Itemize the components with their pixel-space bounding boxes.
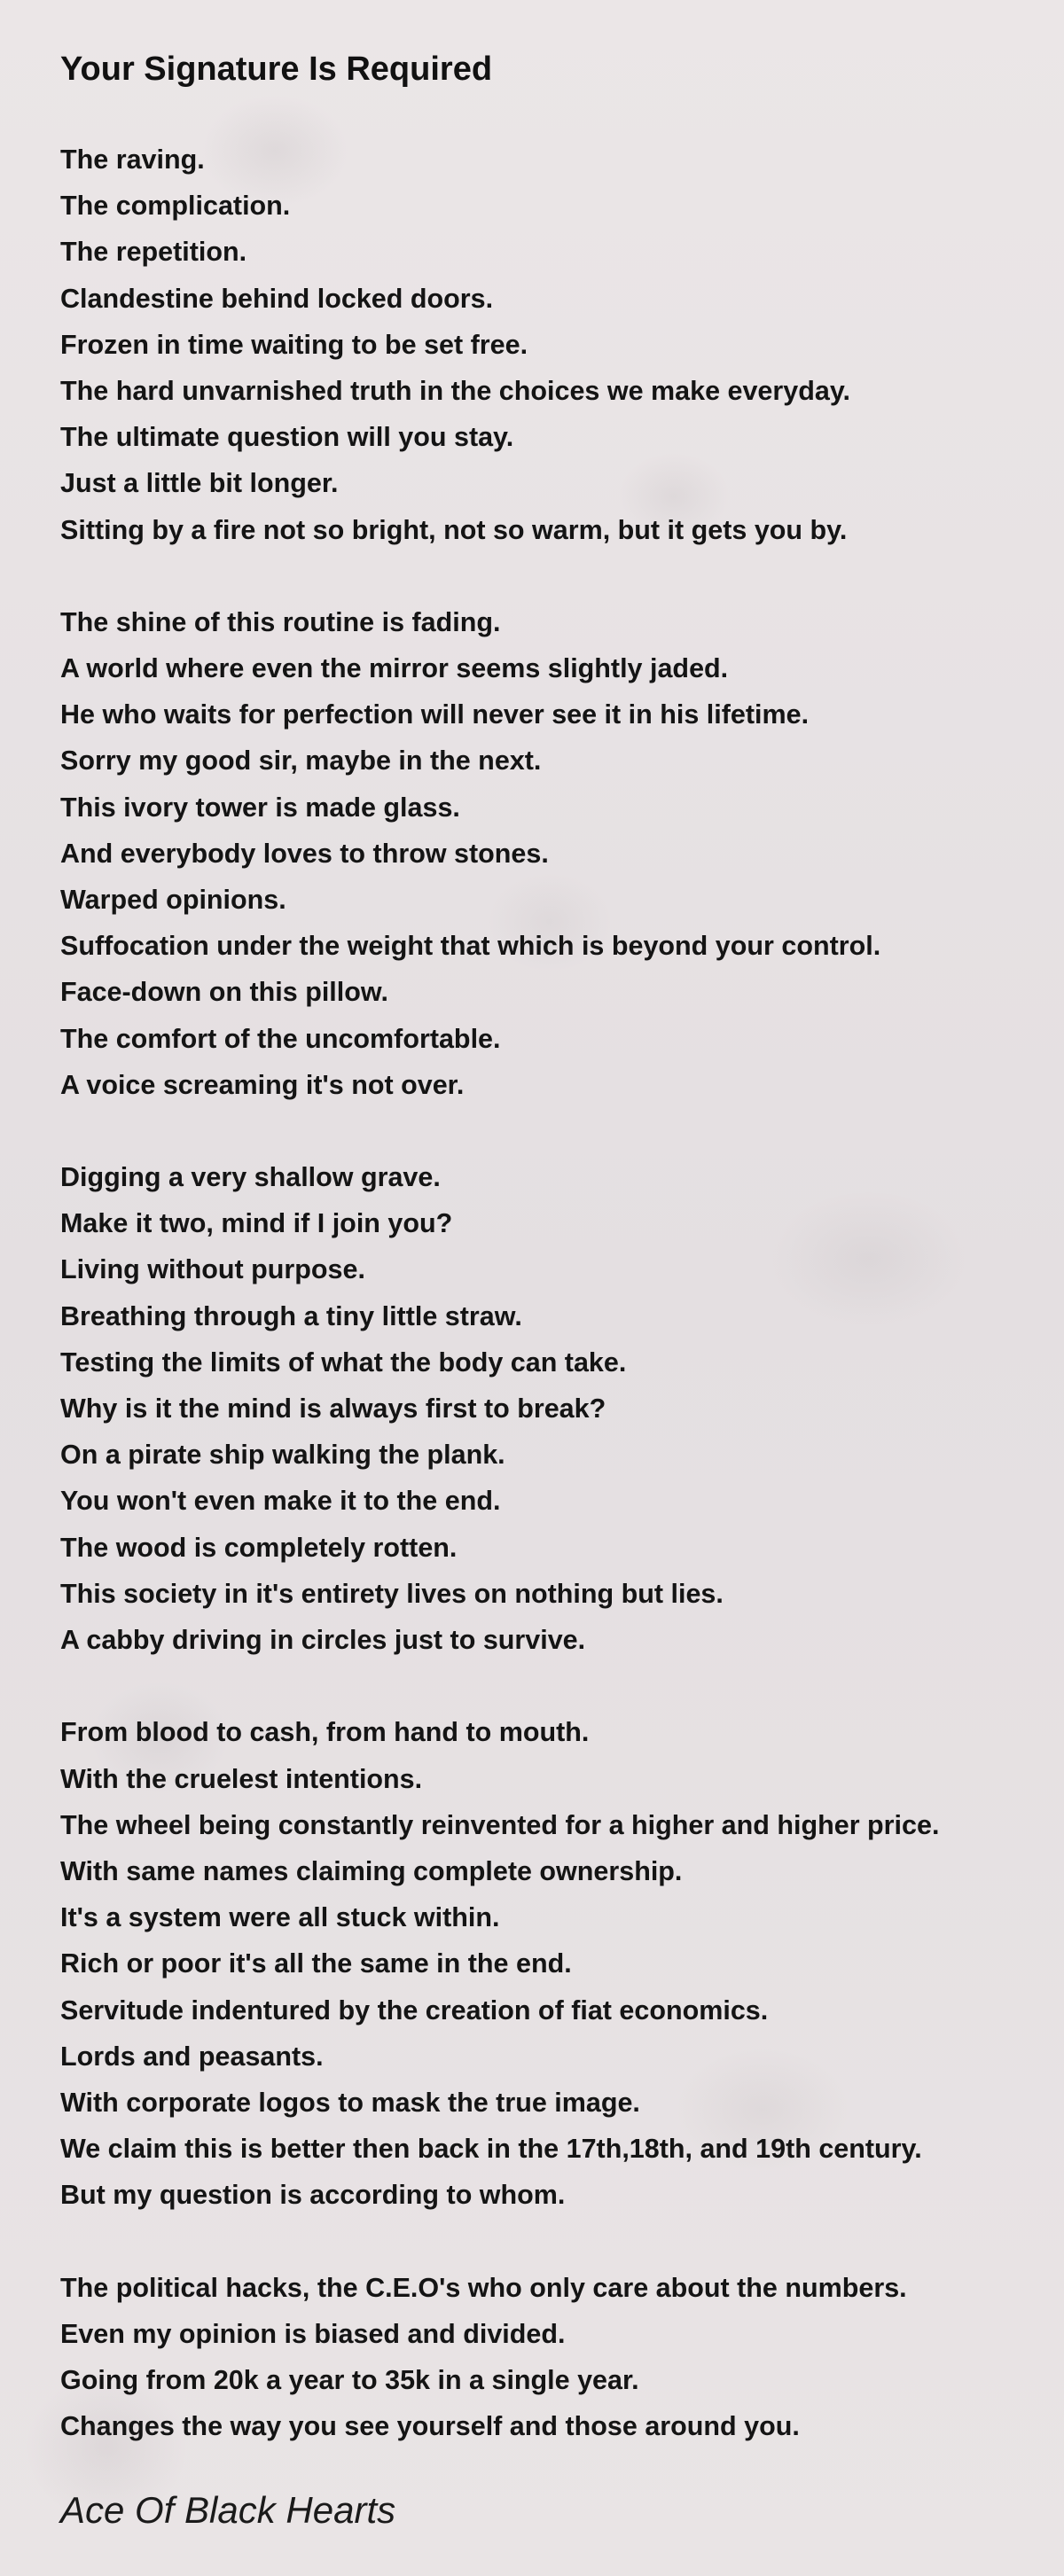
poem-line: The complication. (60, 191, 291, 222)
poem-stanza (60, 137, 1036, 553)
poem-line: We claim this is better then back in the 17th,18th, and 19th century. (60, 2134, 922, 2165)
poem-line: Just a little bit longer. (60, 468, 339, 499)
poem-line: And everybody loves to throw stones. (60, 838, 549, 869)
poem-line: Suffocation under the weight that which is beyond your control. (60, 931, 881, 962)
poem-body (60, 137, 1036, 2495)
poem-line: The raving. (60, 144, 205, 175)
poem-line: Clandestine behind locked doors. (60, 283, 494, 314)
poem-line: Digging a very shallow grave. (60, 1162, 441, 1193)
poem-stanza (60, 1709, 1036, 2218)
poem-line: Testing the limits of what the body can take. (60, 1347, 627, 1378)
poem-line: The ultimate question will you stay. (60, 422, 514, 453)
poem-stanza (60, 2265, 1036, 2450)
poem-line: Why is it the mind is always first to break? (60, 1393, 606, 1425)
poem-line: He who waits for perfection will never see it in his lifetime. (60, 699, 810, 730)
poem-line: The shine of this routine is fading. (60, 606, 501, 637)
poem-title: Your Signature Is Required (60, 51, 493, 88)
poem-line: Living without purpose. (60, 1254, 365, 1285)
poem-line: With same names claiming complete ownership. (60, 1855, 683, 1886)
poem-line: The repetition. (60, 237, 247, 268)
poem-line: This society in it's entirety lives on nothing but lies. (60, 1578, 724, 1609)
poem-line: Sitting by a fire not so bright, not so warm, but it gets you by. (60, 514, 848, 545)
poem-line: Going from 20k a year to 35k in a single year. (60, 2364, 639, 2395)
poem-line: Breathing through a tiny little straw. (60, 1300, 522, 1331)
poem-line: The wheel being constantly reinvented for a higher and higher price. (60, 1809, 940, 1840)
poem-line: A voice screaming it's not over. (60, 1069, 465, 1100)
poem-line: This ivory tower is made glass. (60, 792, 460, 823)
poem-line: Sorry my good sir, maybe in the next. (60, 745, 542, 777)
poem-line: From blood to cash, from hand to mouth. (60, 1717, 590, 1748)
poem-line: Even my opinion is biased and divided. (60, 2318, 566, 2349)
poem-line: The political hacks, the C.E.O's who only care about the numbers. (60, 2272, 907, 2303)
poem-stanza (60, 1154, 1036, 1663)
poem-line: The comfort of the uncomfortable. (60, 1023, 501, 1054)
poem-author: Ace Of Black Hearts (60, 2489, 396, 2531)
poem-line: Rich or poor it's all the same in the end. (60, 1948, 572, 1979)
poem-line: Warped opinions. (60, 885, 286, 916)
poem-line: Servitude indentured by the creation of fiat economics. (60, 1994, 769, 2026)
poem-line: Face-down on this pillow. (60, 977, 388, 1008)
poem-line: A world where even the mirror seems slightly jaded. (60, 653, 729, 684)
poem-line: On a pirate ship walking the plank. (60, 1440, 505, 1471)
poem-line: You won't even make it to the end. (60, 1486, 501, 1517)
poem-line: With the cruelest intentions. (60, 1763, 423, 1794)
poem-line: Frozen in time waiting to be set free. (60, 329, 528, 360)
poem-line: But my question is according to whom. (60, 2180, 566, 2211)
poem-line: Changes the way you see yourself and those around you. (60, 2411, 800, 2442)
poem-line: The wood is completely rotten. (60, 1532, 458, 1563)
poem-line: With corporate logos to mask the true image. (60, 2087, 640, 2118)
poem-line: It's a system were all stuck within. (60, 1902, 500, 1933)
poem-line: Make it two, mind if I join you? (60, 1208, 453, 1239)
poem-line: A cabby driving in circles just to survive. (60, 1625, 586, 1656)
poem-line: Lords and peasants. (60, 2041, 324, 2072)
poem-stanza (60, 599, 1036, 1108)
poem-line: The hard unvarnished truth in the choices we make everyday. (60, 376, 850, 407)
